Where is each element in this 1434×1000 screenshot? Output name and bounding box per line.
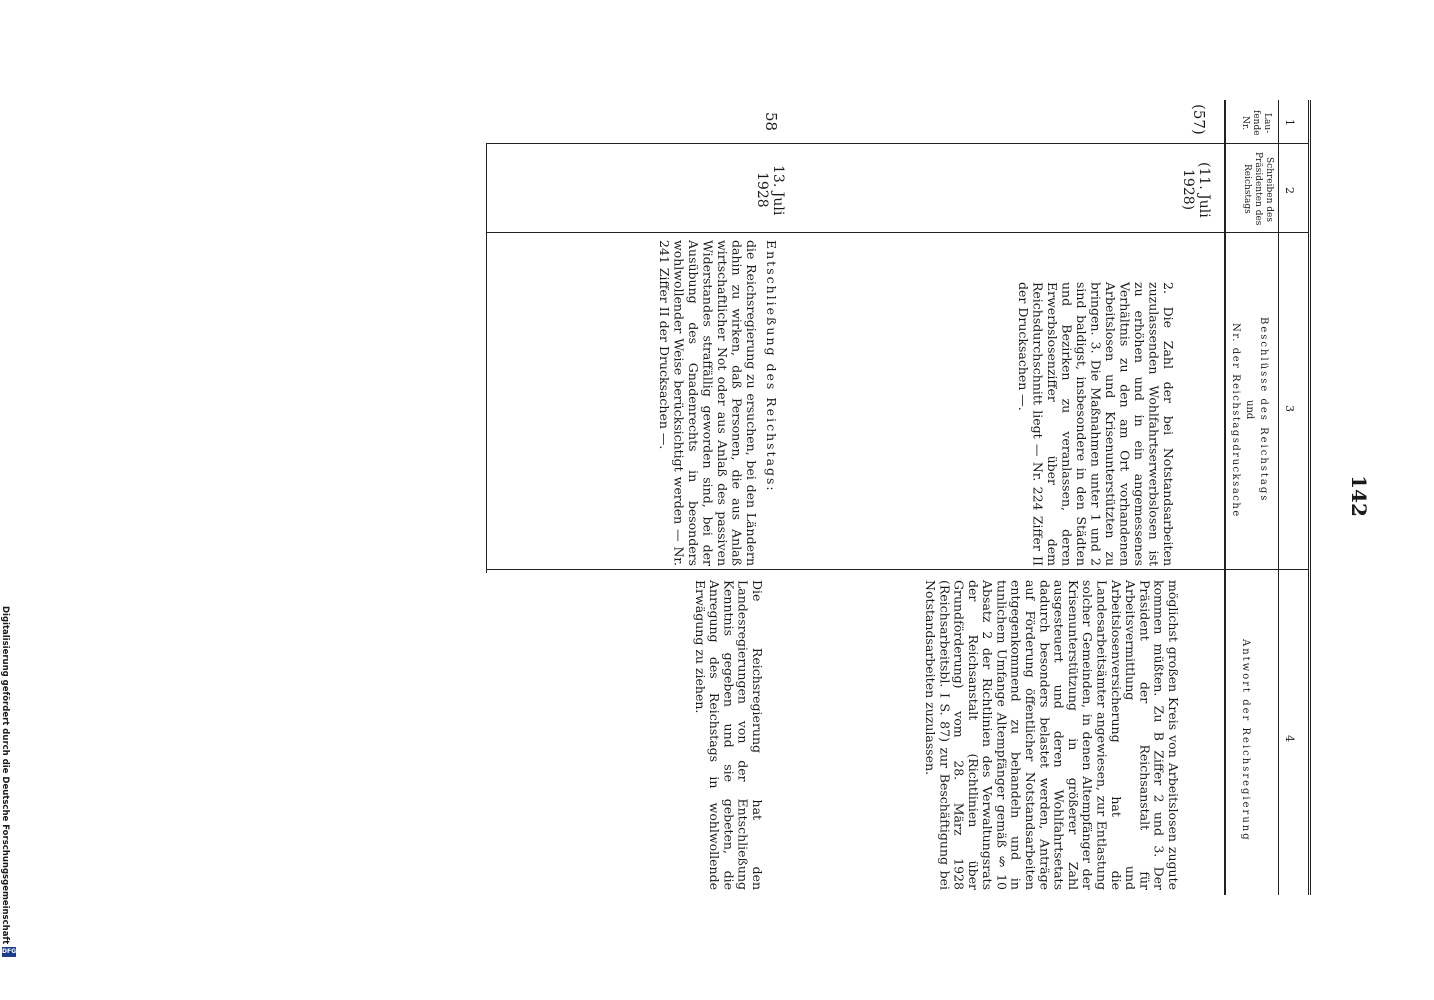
row-57-number: (57) (1190, 104, 1208, 135)
header-col4: Antwort der Reichsregierung (1240, 638, 1251, 842)
col-sep-2 (486, 232, 1308, 233)
row-58-date: 13. Juli 1928 (754, 164, 786, 216)
row-58-answer: Die Reichsregierung hat den Landesregierungen von der Entschließung Kenntnis gegeben und sie gebeten, die Anregung des Reichstags in wohlwollende Erwägung zu ziehen. (692, 580, 765, 890)
page-number-rotated: 142 (1346, 475, 1371, 517)
column-number-2: 2 (1283, 187, 1296, 194)
header-col3-line2: und (1244, 400, 1255, 420)
column-number-3: 3 (1283, 405, 1296, 412)
dfg-logo: DFG (2, 948, 17, 956)
col-sep-1 (486, 143, 1308, 144)
column-number-1: 1 (1283, 119, 1296, 126)
row-57-date: (11. Juli 1928) (1180, 162, 1212, 218)
row-58-number: 58 (762, 112, 780, 132)
header-col1: Lau-fende Nr. (1240, 110, 1272, 136)
col-sep-3 (486, 569, 1308, 570)
row-sep (486, 143, 487, 573)
row-57-answer: möglichst großen Kreis von Arbeitslosen zugute kommen müßten. Zu B Ziffer 2 und 3. Der Präsident der Reichsanstalt für Arbeitsvermittlung und Arbeitslosenversicherung hat die Landesarbeitsämter angewiesen, zur Entlastung solcher Gemeinden, in denen Altempfänger der Krisenunterstützung in größerer Zahl ausgesteuert und deren Wohlfahrtsetats dadurch besonders belastet werden, Anträge auf Förderung öffentlicher Notstandsarbeiten entgegenkommend zu behandeln und in tunlichem Umfange Altempfänger gemäß § 10 Absatz 2 der Richtlinien des Verwaltungsrats der Reichsanstalt (Richtlinien über Grundförderung) vom 28. März 1928 (Reichsarbeitsbl. I S. 87) zur Beschäftigung bei Notstandsarbeiten zuzulassen. (922, 580, 1181, 890)
sidebar-text: Digitalisierung gefördert durch die Deutsche Forschungsgemeinschaft (0, 606, 10, 945)
header-col2: Schreiben des Präsidenten des Reichstags (1242, 152, 1274, 226)
header-col3-line3: Nr. der Reichstagsdrucksache (1230, 322, 1241, 518)
outer-rule (1308, 100, 1311, 895)
header-rule (1278, 100, 1279, 895)
column-number-4: 4 (1283, 735, 1296, 742)
header-col3-line1: Beschlüsse des Reichstags (1258, 317, 1269, 503)
row-58-resolution-heading: Entschließung des Reichstags: (764, 240, 779, 493)
row-57-resolution: 2. Die Zahl der bei Notstandsarbeiten zuzulassenden Wohlfahrtserwerbslosen ist zu erhöhen und in ein angemessenes Verhältnis zu den am Ort vorhandenen Arbeitslosen und Krisenunterstützten zu bringen. 3. Die Maßnahmen unter 1 und 2 sind baldigst, insbesondere in den Städten und Bezirken zu veranlassen, deren Erwerbslosenziffer über dem Reichsdurchschnitt liegt — Nr. 224 Ziffer II der Drucksachen —. (1016, 282, 1176, 566)
dfg-sidebar (2, 606, 16, 994)
row-58-resolution: die Reichsregierung zu ersuchen, bei den Ländern dahin zu wirken, daß Personen, die aus Anlaß wirtschaftlicher Not oder aus Anlaß des passiven Widerstandes straffällig geworden sind, bei der Ausübung des Gnadenrechts in besonders wohlwollender Weise berücksichtigt werden — Nr. 241 Ziffer II der Drucksachen —. (657, 240, 759, 566)
header-bottom-rule (1224, 100, 1226, 895)
